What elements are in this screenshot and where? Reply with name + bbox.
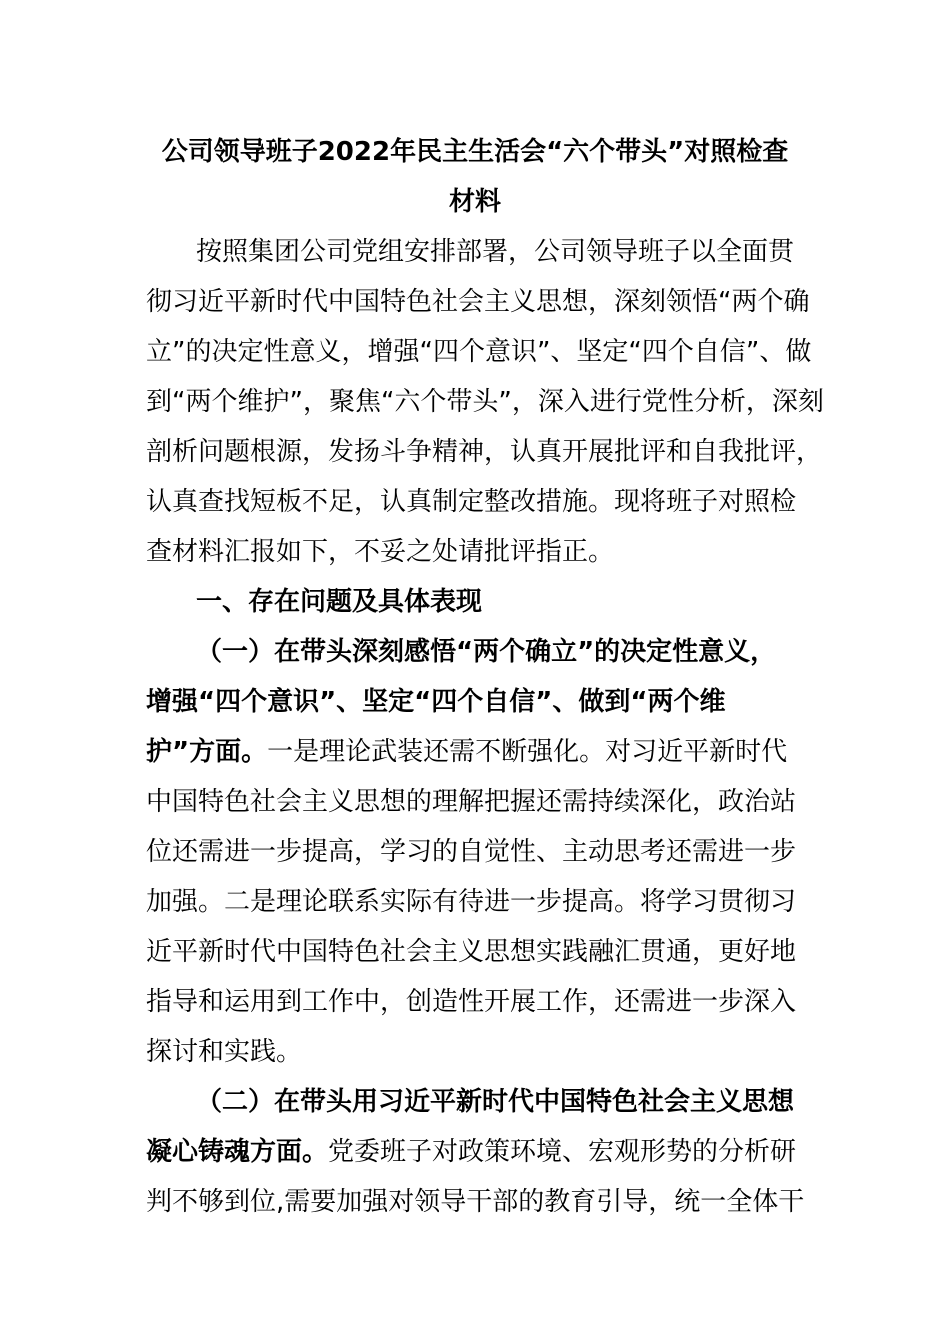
text-run: 党委班子对政策环境、宏观形势的分析研 xyxy=(328,1137,797,1167)
paragraph-line xyxy=(146,1132,796,1172)
text-run: 按照集团公司党组安排部署，公司领导班子以全面贯 xyxy=(196,237,795,267)
text-run: 近平新时代中国特色社会主义思想实践融汇贯通，更好地 xyxy=(146,937,797,967)
text-run: 彻习近平新时代中国特色社会主义思想，深刻领悟“两个确 xyxy=(146,287,810,317)
text-run: （二）在带头用习近平新时代中国特色社会主义思想 xyxy=(196,1087,795,1117)
text-run: 位还需进一步提高，学习的自觉性、主动思考还需进一步 xyxy=(146,837,797,867)
paragraph-line xyxy=(146,982,796,1022)
document-title-line-2: 材料 xyxy=(448,187,501,217)
text-run: 增强“四个意识”、坚定“四个自信”、做到“两个维 xyxy=(146,687,726,717)
paragraph-line xyxy=(146,1032,302,1072)
text-run: 一是理论武装还需不断强化。对习近平新时代 xyxy=(267,737,788,767)
text-run: 立”的决定性意义，增强“四个意识”、坚定“四个自信”、做 xyxy=(146,337,812,367)
paragraph-line xyxy=(196,232,794,272)
paragraph-line xyxy=(146,432,822,472)
text-run: 加强。二是理论联系实际有待进一步提高。将学习贯彻习 xyxy=(146,887,797,917)
paragraph-line xyxy=(146,832,796,872)
subsection-heading-line xyxy=(196,1082,794,1122)
paragraph-line xyxy=(146,932,796,972)
text-run-bold: 护”方面。 xyxy=(146,737,268,767)
paragraph-line xyxy=(146,482,796,522)
paragraph-line xyxy=(146,382,824,422)
document-title-line-1: 公司领导班子2022年民主生活会“六个带头”对照检查 xyxy=(161,137,789,167)
subsection-heading-line xyxy=(146,682,725,722)
paragraph-line xyxy=(146,532,614,572)
text-run: 查材料汇报如下，不妥之处请批评指正。 xyxy=(146,537,615,567)
text-run: 探讨和实践。 xyxy=(146,1037,303,1067)
section-heading xyxy=(196,582,482,622)
text-run: 认真查找短板不足，认真制定整改措施。现将班子对照检 xyxy=(146,487,797,517)
paragraph-line xyxy=(146,882,796,922)
subsection-heading-line xyxy=(196,632,776,672)
text-run-bold: 凝心铸魂方面。 xyxy=(146,1137,329,1167)
paragraph-line xyxy=(146,332,811,372)
text-run: 一、存在问题及具体表现 xyxy=(196,587,483,617)
paragraph-line xyxy=(146,782,796,822)
text-run: 指导和运用到工作中，创造性开展工作，还需进一步深入 xyxy=(146,987,797,1017)
text-run: 中国特色社会主义思想的理解把握还需持续深化，政治站 xyxy=(146,787,797,817)
paragraph-line xyxy=(146,732,787,772)
paragraph-line xyxy=(146,1182,804,1222)
text-run: 判不够到位,需要加强对领导干部的教育引导，统一全体干 xyxy=(146,1187,805,1217)
paragraph-line xyxy=(146,282,809,322)
text-run: 到“两个维护”，聚焦“六个带头”，深入进行党性分析，深刻 xyxy=(146,387,824,417)
text-run: 剖析问题根源，发扬斗争精神，认真开展批评和自我批评， xyxy=(146,437,823,467)
text-run: （一）在带头深刻感悟“两个确立”的决定性意义， xyxy=(196,637,777,667)
